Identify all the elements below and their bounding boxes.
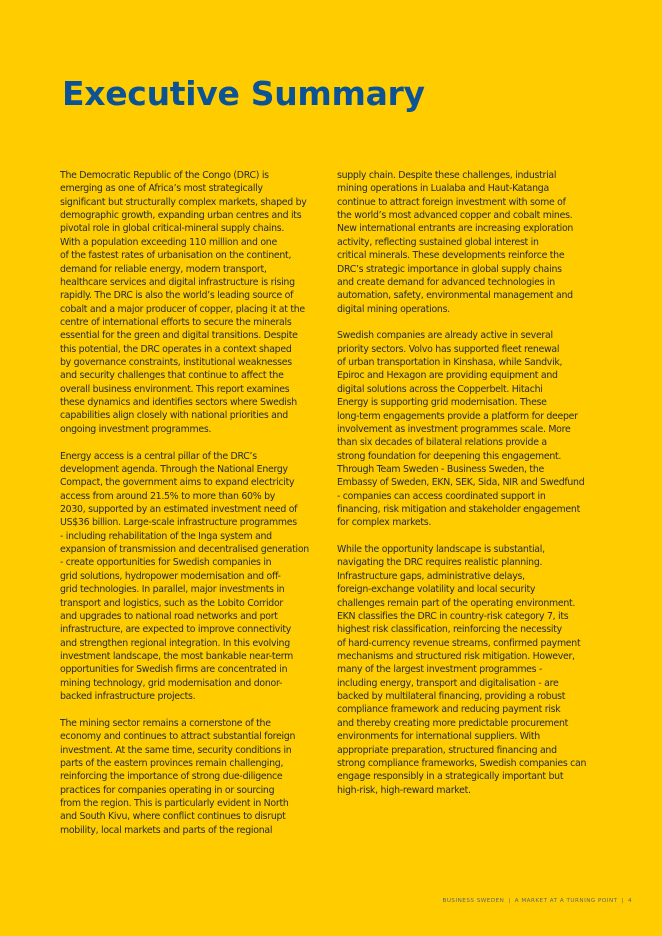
- page-number: 4: [627, 898, 632, 904]
- footer-separator: |: [508, 898, 511, 904]
- footer-separator: |: [621, 898, 624, 904]
- left-column: [60, 169, 328, 850]
- page-footer: [442, 898, 632, 904]
- paragraph-swedish-companies: Swedish companies are already active in several priority sectors. Volvo has supported fleet renewal of urban transportation in Kinshasa, while Sandvik, Epiroc and Hexagon are providing equipment and digital solutions across the Copperbelt. Hitachi Energy is supporting grid modernisation. These long-term engagements provide a platform for deeper involvement as investment programmes scale. More than six decades of bilateral relations provide a strong foundation for deepening this engagement. Through Team Sweden - Business Sweden, the Embassy of Sweden, EKN, SEK, Sida, NIR and Swedfund - companies can access coordinated support in financing, risk mitigation and stakeholder engagement for complex markets.: [337, 330, 585, 529]
- footer-report-title: A MARKET AT A TURNING POINT: [514, 898, 618, 904]
- right-column: [337, 169, 605, 810]
- paragraph-mining-continued: supply chain. Despite these challenges, industrial mining operations in Lualaba and Haut-Katanga continue to attract foreign investment with some of the world’s most advanced copper and cobalt mines. New international entrants are increasing exploration activity, reflecting sustained global interest in critical minerals. These developments reinforce the DRC’s strategic importance in global supply chains and create demand for advanced technologies in automation, safety, environmental management and digital mining operations.: [337, 170, 574, 315]
- footer-publisher: BUSINESS SWEDEN: [442, 898, 505, 904]
- paragraph-energy: Energy access is a central pillar of the DRC’s development agenda. Through the National Energy Compact, the government aims to expand electricity access from around 21.5% to more than 60% by 2030, supported by an estimated investment need of US$36 billion. Large-scale infrastructure programmes - including rehabilitation of the Inga system and expansion of transmission and decentralised generation - create opportunities for Swedish companies in grid solutions, hydropower modernisation and off- grid technologies. In parallel, major investments in transport and logistics, such as the Lobito Corridor and upgrades to national road networks and port infrastructure, are expected to improve connectivity and strengthen regional integration. In this evolving investment landscape, the most bankable near-term opportunities for Swedish firms are concentrated in mining technology, grid modernisation and donor- backed infrastructure projects.: [60, 450, 309, 703]
- page-title: Executive Summary: [62, 74, 425, 113]
- paragraph-mining: The mining sector remains a cornerstone of the economy and continues to attract substantial foreign investment. At the same time, security conditions in parts of the eastern provinces remain challenging, reinforcing the importance of strong due-diligence practices for companies operating in or sourcing from the region. This is particularly evident in North and South Kivu, where conflict continues to disrupt mobility, local markets and parts of the regional: [60, 717, 296, 836]
- paragraph-risk: While the opportunity landscape is substantial, navigating the DRC requires realistic planning. Infrastructure gaps, administrative delays, foreign-exchange volatility and local security challenges remain part of the operating environment. EKN classifies the DRC in country-risk category 7, its highest risk classification, reinforcing the necessity of hard-currency revenue streams, confirmed payment mechanisms and structured risk mitigation. However, many of the largest investment programmes - including energy, transport and digitalisation - are backed by multilateral financing, providing a robust compliance framework and reducing payment risk and thereby creating more predictable procurement environments for international suppliers. With appropriate preparation, structured financing and strong compliance frameworks, Swedish companies can engage responsibly in a strategically important but high-risk, high-reward market.: [337, 544, 587, 796]
- paragraph-overview: The Democratic Republic of the Congo (DRC) is emerging as one of Africa’s most strategically significant but structurally complex markets, shaped by demographic growth, expanding urban centres and its pivotal role in global critical-mineral supply chains. With a population exceeding 110 million and one of the fastest rates of urbanisation on the continent, demand for reliable energy, modern transport, healthcare services and digital infrastructure is rising rapidly. The DRC is also the world’s leading source of cobalt and a major producer of copper, placing it at the centre of international efforts to secure the minerals essential for the green and digital transitions. Despite this potential, the DRC operates in a context shaped by governance constraints, institutional weaknesses and security challenges that continue to affect the overall business environment. This report examines these dynamics and identifies sectors where Swedish capabilities align closely with national priorities and ongoing investment programmes.: [60, 170, 307, 435]
